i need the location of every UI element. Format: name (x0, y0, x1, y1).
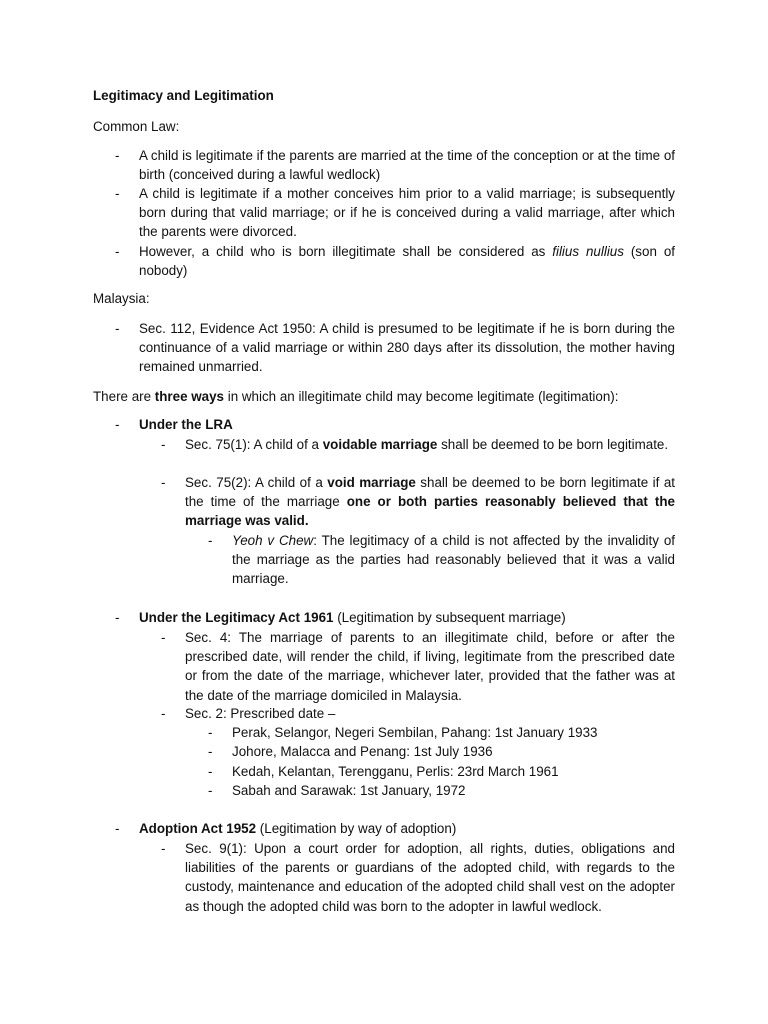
legitimacy-act-heading: Under the Legitimacy Act 1961 (Legitimation by subsequent marriage) (139, 610, 566, 625)
lra-heading: Under the LRA (139, 417, 233, 432)
malaysia-heading: Malaysia: (93, 291, 150, 306)
list-item (115, 819, 675, 838)
adoption-act-sec-9-1: Sec. 9(1): Upon a court order for adoption, all rights, duties, obligations and liabilities of the parents or guardians of the adopted child, with regards to the custody, maintenance and education of the adopted child shall vest on the adopter as though the adopted child was born to the adopter in lawful wedlock. (185, 841, 675, 914)
bullet-dash: - (208, 725, 213, 740)
common-law-item-2: A child is legitimate if a mother conceives him prior to a valid marriage; is subsequently born during that valid marriage; or if he is conceived during a valid marriage, after which the parents were divorced. (139, 186, 675, 240)
list-item (115, 608, 675, 627)
bullet-dash: - (161, 475, 166, 490)
common-law-item-3: However, a child who is born illegitimate shall be considered as filius nullius (son of nobody) (139, 244, 675, 279)
bullet-dash: - (115, 321, 120, 336)
list-item (208, 742, 675, 761)
bullet-dash: - (208, 744, 213, 759)
prescribed-date-1: Perak, Selangor, Negeri Sembilan, Pahang: 1st January 1933 (232, 725, 598, 740)
list-item (208, 723, 675, 742)
list-item (161, 839, 675, 916)
list-item (208, 781, 675, 800)
three-ways-paragraph: There are three ways in which an illegitimate child may become legitimate (legitimation): (93, 389, 619, 404)
document-title: Legitimacy and Legitimation (93, 88, 274, 103)
bullet-dash: - (115, 610, 120, 625)
list-item (161, 704, 675, 723)
list-item (161, 473, 675, 531)
prescribed-date-4: Sabah and Sarawak: 1st January, 1972 (232, 783, 466, 798)
list-item (115, 146, 675, 184)
bullet-dash: - (161, 841, 166, 856)
case-yeoh-v-chew: Yeoh v Chew: The legitimacy of a child is not affected by the invalidity of the marriage as the parties had reasonably believed that it was a valid marriage. (232, 533, 675, 587)
bullet-dash: - (115, 244, 120, 259)
list-item (161, 628, 675, 705)
legitimacy-act-sec-2: Sec. 2: Prescribed date – (185, 706, 336, 721)
bullet-dash: - (115, 148, 120, 163)
prescribed-date-2: Johore, Malacca and Penang: 1st July 1936 (232, 744, 493, 759)
bullet-dash: - (208, 783, 213, 798)
malaysia-item-1: Sec. 112, Evidence Act 1950: A child is presumed to be legitimate if he is born during the continuance of a valid marriage or within 280 days after its dissolution, the mother having remained unmarried. (139, 321, 675, 375)
list-item (115, 319, 675, 377)
bullet-dash: - (161, 630, 166, 645)
bullet-dash: - (115, 821, 120, 836)
bullet-dash: - (115, 417, 120, 432)
prescribed-date-3: Kedah, Kelantan, Terengganu, Perlis: 23rd March 1961 (232, 764, 559, 779)
lra-sec-75-1: Sec. 75(1): A child of a voidable marriage shall be deemed to be born legitimate. (185, 437, 669, 452)
list-item (115, 184, 675, 242)
lra-sec-75-2: Sec. 75(2): A child of a void marriage shall be deemed to be born legitimate if at the time of the marriage one or both parties reasonably believed that the marriage was valid. (185, 475, 675, 529)
adoption-act-heading: Adoption Act 1952 (Legitimation by way of adoption) (139, 821, 457, 836)
list-item (115, 242, 675, 280)
bullet-dash: - (161, 437, 166, 452)
list-item (208, 531, 675, 589)
latin-term: filius nullius (552, 244, 624, 259)
common-law-heading: Common Law: (93, 119, 180, 134)
common-law-item-1: A child is legitimate if the parents are married at the time of the conception or at the time of birth (conceived during a lawful wedlock) (139, 148, 675, 183)
list-item (161, 435, 675, 454)
bullet-dash: - (208, 533, 213, 548)
bullet-dash: - (161, 706, 166, 721)
legitimacy-act-sec-4: Sec. 4: The marriage of parents to an illegitimate child, before or after the prescribed date, will render the child, if living, legitimate from the prescribed date or from the date of the marriage, whichever later, provided that the father was at the date of the marriage domiciled in Malaysia. (185, 630, 675, 703)
list-item (115, 415, 675, 434)
bullet-dash: - (208, 764, 213, 779)
list-item (208, 762, 675, 781)
bullet-dash: - (115, 186, 120, 201)
